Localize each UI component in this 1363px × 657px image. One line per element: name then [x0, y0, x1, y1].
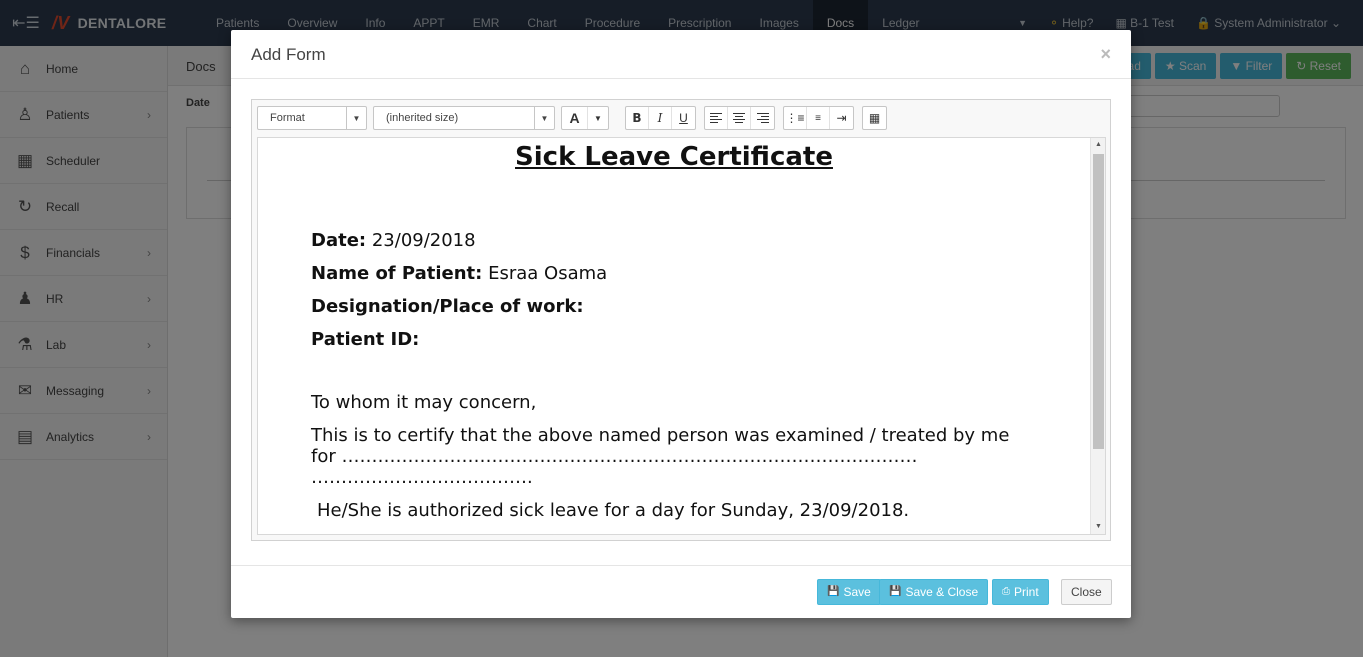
- document-title: Sick Leave Certificate: [515, 142, 833, 172]
- chevron-down-icon: ▼: [534, 107, 554, 129]
- for-line: for ……………………………………………………………………………………: [311, 446, 918, 467]
- close-button[interactable]: Close: [1061, 579, 1112, 605]
- scroll-down-icon[interactable]: ▼: [1095, 523, 1102, 530]
- designation-field: Designation/Place of work:: [311, 296, 584, 317]
- editor-body[interactable]: [257, 137, 1106, 535]
- modal-title: Add Form: [251, 45, 326, 64]
- leave-text: He/She is authorized sick leave for a day for Sunday, 23/09/2018.: [317, 500, 910, 521]
- save-close-button[interactable]: 💾 Save & Close: [879, 579, 988, 605]
- patient-id-field: Patient ID:: [311, 329, 420, 350]
- format-select[interactable]: Format ▼: [257, 106, 367, 130]
- font-color-group: [561, 106, 609, 130]
- numbered-list-icon[interactable]: ≡: [807, 107, 830, 129]
- list-group: [783, 106, 854, 130]
- scrollbar-thumb[interactable]: [1093, 154, 1104, 449]
- printer-icon: ⎙: [1002, 586, 1010, 597]
- dots-line: ……………………………….: [311, 467, 533, 488]
- text-style-group: [625, 106, 696, 130]
- modal-header: [231, 30, 1131, 79]
- rich-text-editor: [251, 99, 1111, 541]
- align-left-icon[interactable]: [705, 107, 728, 129]
- alignment-group: [704, 106, 775, 130]
- certify-text: This is to certify that the above named person was examined / treated by me: [311, 425, 1010, 446]
- print-button[interactable]: ⎙ Print: [992, 579, 1049, 605]
- editor-scrollbar[interactable]: [1090, 138, 1105, 534]
- floppy-icon: 💾: [889, 586, 902, 597]
- patient-name-field: Name of Patient: Esraa Osama: [311, 263, 608, 284]
- add-form-modal: [231, 30, 1131, 618]
- floppy-icon: 💾: [827, 586, 840, 597]
- bold-button[interactable]: B: [626, 107, 649, 129]
- table-group: [862, 106, 887, 130]
- editor-toolbar: [252, 100, 1110, 136]
- align-center-icon[interactable]: [728, 107, 751, 129]
- underline-button[interactable]: U: [679, 111, 688, 125]
- save-button[interactable]: 💾 Save: [817, 579, 881, 605]
- salutation: To whom it may concern,: [311, 392, 537, 413]
- italic-button[interactable]: I: [649, 107, 672, 129]
- chevron-down-icon: ▼: [346, 107, 366, 129]
- font-color-dropdown-icon[interactable]: ▼: [594, 113, 602, 123]
- indent-icon[interactable]: ⇥: [836, 111, 847, 125]
- document-content[interactable]: [258, 138, 1090, 521]
- bullet-list-icon[interactable]: ⋮≡: [784, 107, 807, 129]
- close-icon[interactable]: ×: [1100, 44, 1111, 64]
- font-size-select[interactable]: (inherited size) ▼: [373, 106, 555, 130]
- scroll-up-icon[interactable]: ▲: [1095, 141, 1102, 148]
- date-field: Date: 23/09/2018: [311, 230, 476, 251]
- modal-footer: [231, 565, 1131, 618]
- font-color-button[interactable]: A: [562, 107, 588, 129]
- align-right-icon[interactable]: [751, 107, 774, 129]
- table-icon[interactable]: ▦: [868, 111, 881, 125]
